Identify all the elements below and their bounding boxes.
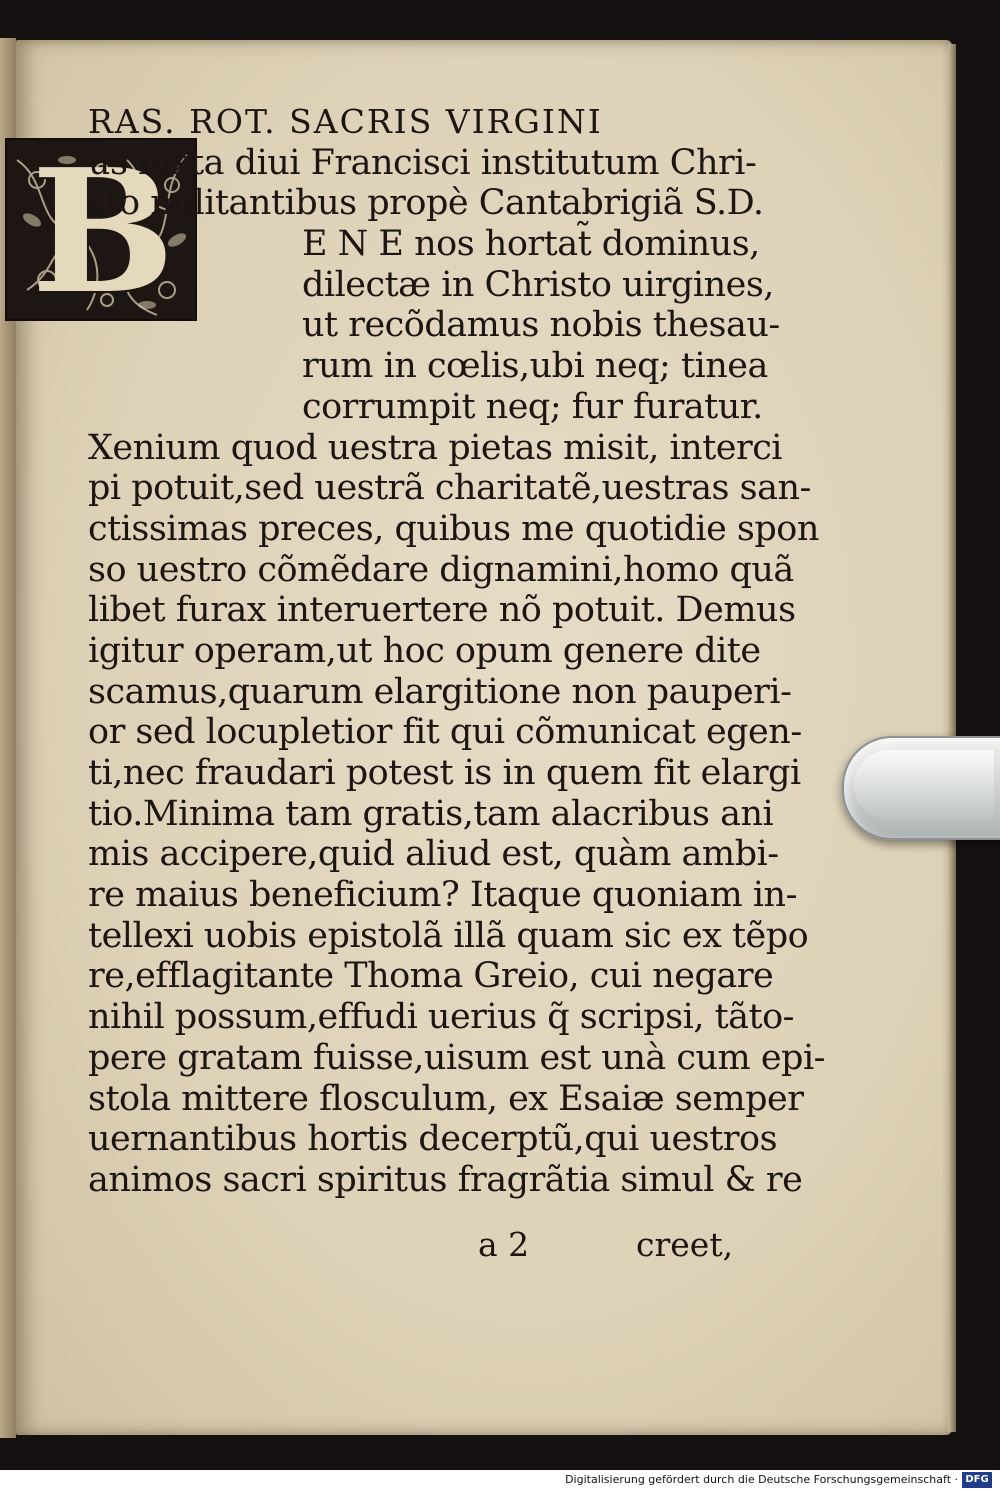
clip-highlight (854, 750, 994, 820)
heading-line: RAS. ROT. SACRIS VIRGINI (88, 102, 603, 141)
text-line: ut recõdamus nobis thesau- (302, 305, 780, 346)
text-line: nihil possum,effudi uerius q̃ scripsi, tãto- (88, 997, 794, 1038)
text-line: tellexi uobis epistolã illã quam sic ex tẽpo (88, 915, 809, 956)
text-line: re maius beneficium? Itaque quoniam in- (88, 875, 797, 916)
text-line: ti,nec fraudari potest is in quem fit elargi (88, 753, 801, 793)
text-line: Xenium quod uestra pietas misit, interci (88, 427, 782, 468)
text-line: stola mittere flosculum, ex Esaiæ semper (88, 1078, 804, 1119)
dfg-logo-icon: DFG (962, 1472, 992, 1488)
text-line: re,efflagitante Thoma Greio, cui negare (88, 956, 774, 997)
main-text (88, 102, 825, 1201)
text-line: dilectæ in Christo uirgines, (302, 264, 774, 305)
text-line: scamus,quarum elargitione non pauperi- (88, 671, 792, 712)
text-line: sto militantibus propè Cantabrigiã S.D. (88, 183, 764, 224)
text-line: igitur operam,ut hoc opum genere dite (88, 630, 761, 671)
text-line: so uestro cõmẽdare dignamini,homo quã (88, 549, 794, 590)
text-line: libet furax interuertere nõ potuit. Demus (88, 590, 796, 631)
text-line: animos sacri spiritus fragrãtia simul & re (88, 1159, 803, 1200)
initial-letter: B (31, 138, 175, 321)
page-footer-marks (88, 1225, 748, 1265)
signature-mark: a 2 (478, 1225, 530, 1264)
catchword: creet, (636, 1225, 734, 1264)
text-line: uernantibus hortis decerptũ,qui uestros (88, 1119, 778, 1160)
text-line: pi potuit,sed uestrã charitatẽ,uestras san- (88, 468, 811, 509)
text-line: or sed locupletior fit qui cõmunicat egen- (88, 712, 802, 753)
text-line: E N E nos hortat̃ dominus, (302, 224, 760, 265)
credit-bar (0, 1470, 1000, 1491)
page-clip (842, 736, 1000, 840)
text-line: corrumpit neq; fur furatur. (302, 386, 763, 427)
text-line: pere gratam fuisse,uisum est unà cum epi- (88, 1037, 825, 1078)
text-line: tio.Minima tam gratis,tam alacribus ani (88, 793, 774, 834)
text-line: mis accipere,quid aliud est, quàm ambi- (88, 834, 779, 875)
text-line: us iuxta diui Francisci institutum Chri- (88, 142, 757, 183)
funding-credit: Digitalisierung gefördert durch die Deutsche Forschungsgemeinschaft · (565, 1473, 958, 1486)
text-line: rum in cœlis,ubi neq; tinea (302, 346, 768, 387)
text-line: ctissimas preces, quibus me quotidie spon (88, 508, 819, 549)
